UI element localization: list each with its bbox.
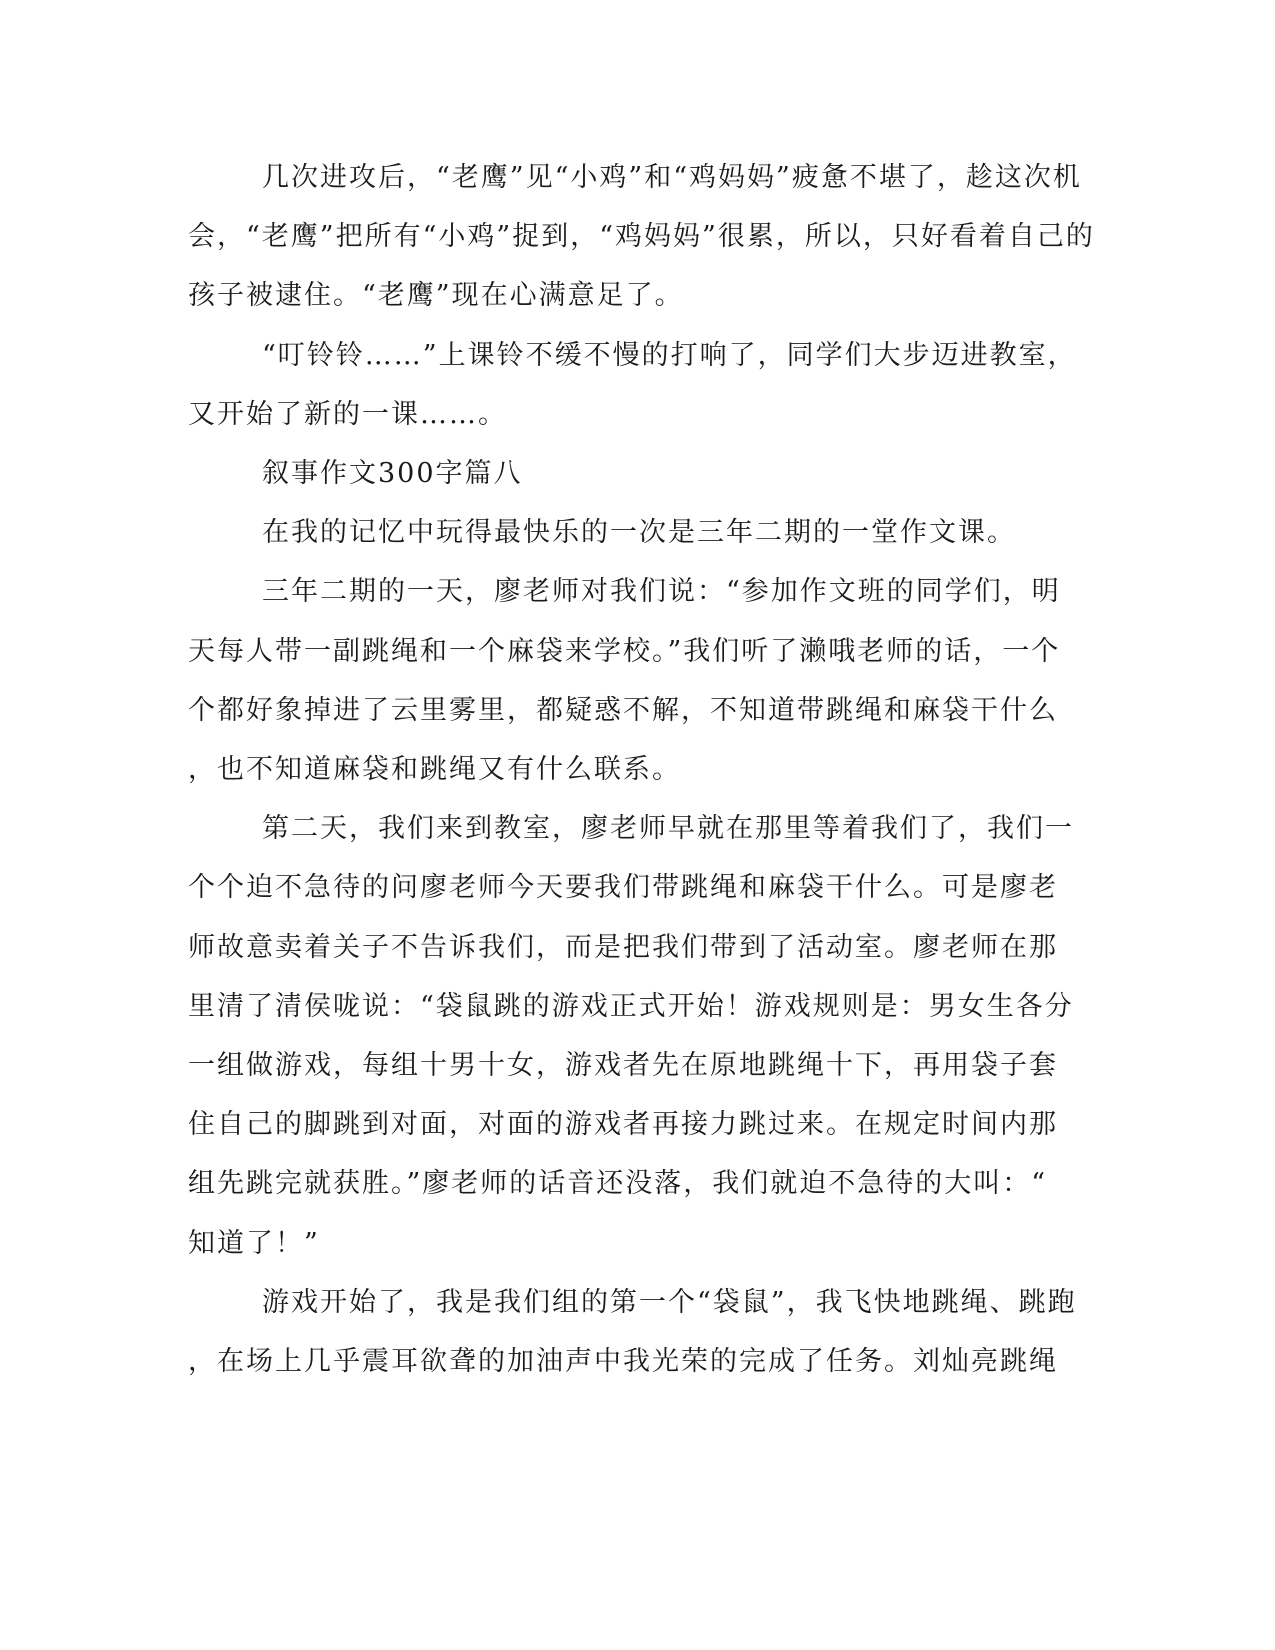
text-line: 游戏开始了，我是我们组的第一个“袋鼠”，我飞快地跳绳、跳跑 — [262, 1287, 1077, 1318]
text-line: 个都好象掉进了云里雾里，都疑惑不解，不知道带跳绳和麻袋干什么 — [188, 695, 1058, 726]
text-line: “叮铃铃……”上课铃不缓不慢的打响了，同学们大步迈进教室， — [262, 340, 1077, 371]
text-line: 第二天，我们来到教室，廖老师早就在那里等着我们了，我们一 — [262, 813, 1074, 844]
text-line: 孩子被逮住。“老鹰”现在心满意足了。 — [188, 280, 684, 311]
text-line: 几次进攻后，“老鹰”见“小鸡”和“鸡妈妈”疲惫不堪了，趁这次机 — [262, 162, 1082, 193]
text-line: 在我的记忆中玩得最快乐的一次是三年二期的一堂作文课。 — [262, 517, 1016, 548]
text-line: 组先跳完就获胜。”廖老师的话音还没落，我们就迫不急待的大叫：“ — [188, 1168, 1048, 1199]
text-line: 住自己的脚跳到对面，对面的游戏者再接力跳过来。在规定时间内那 — [188, 1109, 1058, 1140]
text-line: 一组做游戏，每组十男十女，游戏者先在原地跳绳十下，再用袋子套 — [188, 1050, 1058, 1081]
text-line: 又开始了新的一课……。 — [188, 399, 507, 430]
text-line: 个个迫不急待的问廖老师今天要我们带跳绳和麻袋干什么。可是廖老 — [188, 872, 1058, 903]
text-line: 会，“老鹰”把所有“小鸡”捉到，“鸡妈妈”很累，所以，只好看着自己的 — [188, 221, 1095, 252]
text-line: 师故意卖着关子不告诉我们，而是把我们带到了活动室。廖老师在那 — [188, 932, 1058, 963]
text-line: 里清了清侯咙说：“袋鼠跳的游戏正式开始！游戏规则是：男女生各分 — [188, 991, 1074, 1022]
text-line: 三年二期的一天，廖老师对我们说：“参加作文班的同学们，明 — [262, 576, 1061, 607]
text-line: 知道了！” — [188, 1228, 320, 1259]
section-heading: 叙事作文300字篇八 — [262, 458, 523, 489]
text-line: 天每人带一副跳绳和一个麻袋来学校。”我们听了濑哦老师的话，一个 — [188, 636, 1061, 667]
text-line: ，在场上几乎震耳欲聋的加油声中我光荣的完成了任务。刘灿亮跳绳 — [188, 1346, 1058, 1377]
text-line: ，也不知道麻袋和跳绳又有什么联系。 — [188, 754, 681, 785]
